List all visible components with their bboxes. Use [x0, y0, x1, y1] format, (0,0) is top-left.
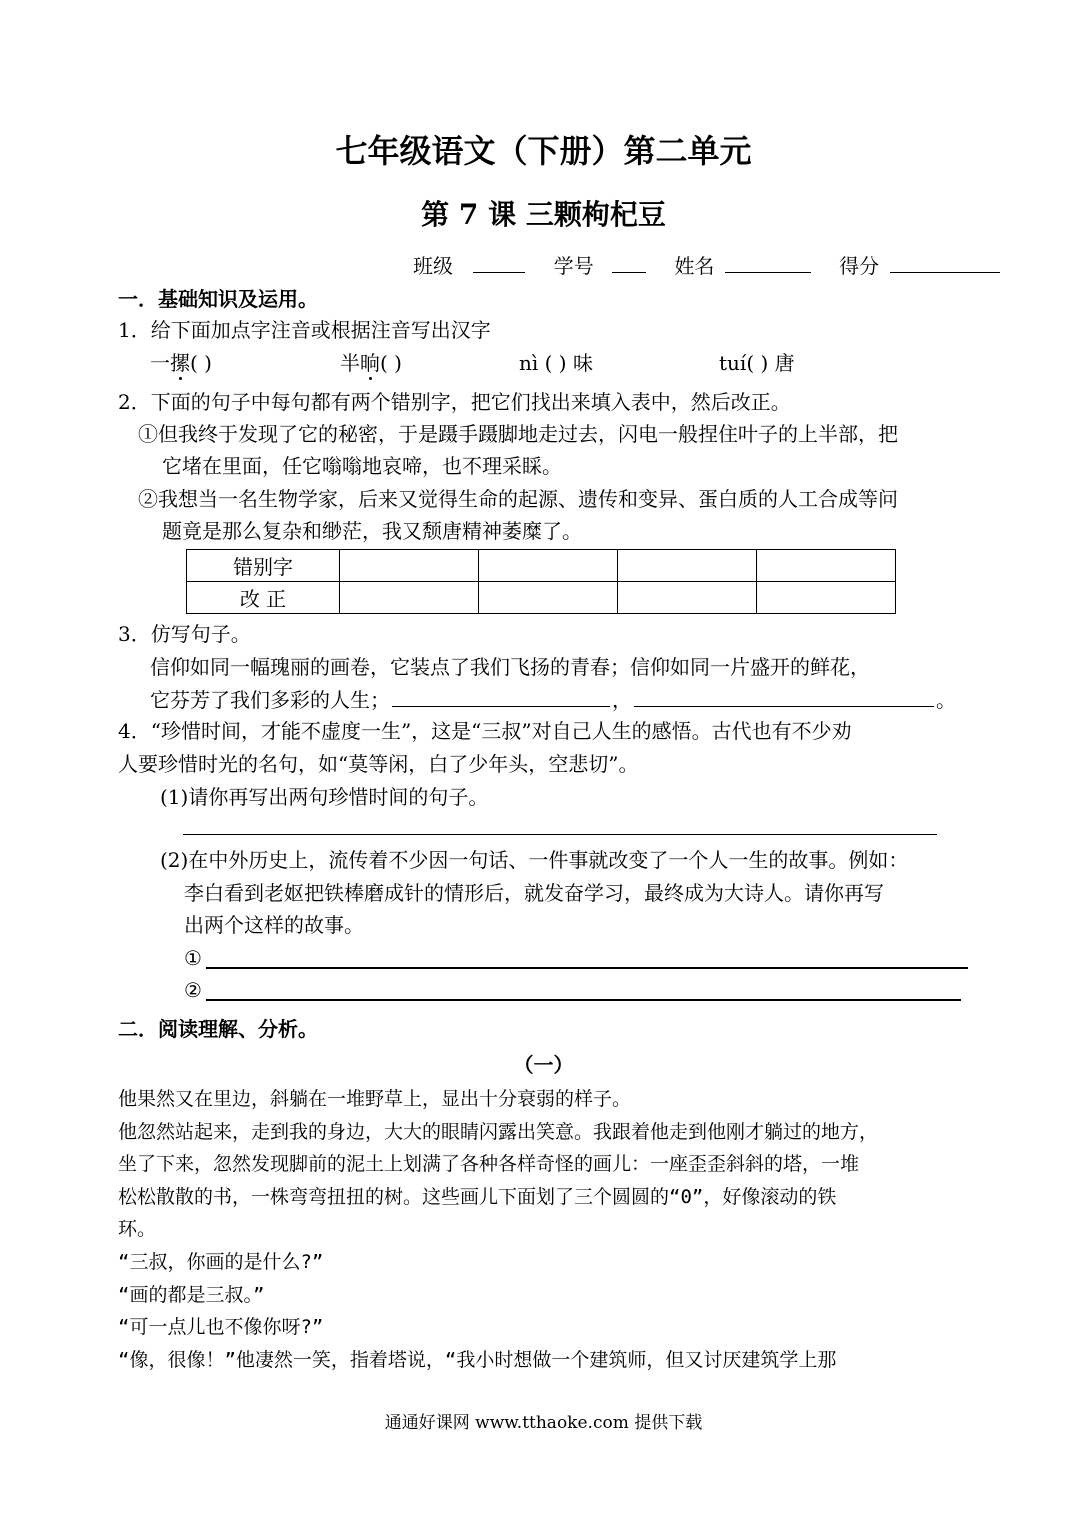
q2-sentence-2-line-1: ②我想当一名生物学家，后来又觉得生命的起源、遗传和变异、蛋白质的人工合成等问	[138, 487, 898, 511]
reading-dialogue-1: “三叔，你画的是什么?”	[118, 1251, 324, 1273]
table-cell[interactable]	[340, 582, 479, 614]
q1-answer-blank-2[interactable]: ( )	[380, 351, 402, 375]
reading-dialogue-4: “像，很像！”他凄然一笑，指着塔说，“我小时想做一个建筑师，但又讨厌建筑学上那	[118, 1349, 837, 1371]
table-cell[interactable]	[618, 582, 757, 614]
q4-sub-1: (1)请你再写出两句珍惜时间的句子。	[160, 785, 489, 809]
reading-dialogue-2: “画的都是三叔。”	[118, 1284, 265, 1306]
section2-heading: 二．阅读理解、分析。	[118, 1017, 318, 1041]
q1-item-4[interactable]: tuí( ) 唐	[719, 351, 795, 375]
answer-mark-2: ②	[184, 978, 202, 1002]
q4-sub-1-answer-line[interactable]	[183, 834, 937, 835]
q2-sentence-1-line-1: ①但我终于发现了它的秘密，于是蹑手蹑脚地走过去，闪电一般捏住叶子的上半部，把	[138, 422, 898, 446]
q1-prompt: 1．给下面加点字注音或根据注音写出汉字	[118, 318, 491, 342]
score-blank[interactable]	[890, 252, 1000, 273]
q2-sentence-1-line-2: 它堵在里面，任它嗡嗡地哀啼，也不理采睬。	[162, 454, 562, 478]
table-cell[interactable]	[479, 550, 618, 582]
number-blank[interactable]	[612, 252, 646, 273]
table-cell[interactable]	[479, 582, 618, 614]
table-cell[interactable]	[757, 582, 896, 614]
answer-mark-1: ①	[184, 946, 202, 970]
score-label: 得分	[839, 254, 880, 278]
table-row-label: 错别字	[187, 550, 340, 582]
table-row	[187, 550, 896, 582]
table-cell[interactable]	[618, 550, 757, 582]
name-label: 姓名	[674, 254, 715, 278]
class-label: 班级	[413, 254, 453, 278]
q3-prompt: 3．仿写句子。	[118, 622, 251, 646]
q3-line-1: 信仰如同一幅瑰丽的画卷，它装点了我们飞扬的青春；信仰如同一片盛开的鲜花，	[150, 655, 870, 679]
q1-item-1: 一摞( )	[150, 351, 212, 375]
q1-answer-blank-1[interactable]: ( )	[190, 351, 212, 375]
section1-heading: 一．基础知识及运用。	[118, 287, 318, 311]
q4-sub-2-line-2: 李白看到老妪把铁棒磨成针的情形后，就发奋学习，最终成为大诗人。请你再写	[184, 881, 884, 905]
q3-blank-1[interactable]	[392, 686, 610, 707]
table-cell[interactable]	[340, 550, 479, 582]
page-footer: 通通好课网 www.tthaoke.com 提供下载	[384, 1413, 703, 1433]
reading-paragraph-1: 他果然又在里边，斜躺在一堆野草上，显出十分衰弱的样子。	[118, 1088, 632, 1110]
q4-line-1: 4．“珍惜时间，才能不虚度一生”，这是“三叔”对自己人生的感悟。古代也有不少劝	[118, 719, 852, 743]
q3-line-2: 它芬芳了我们多彩的人生； ， 。	[150, 688, 956, 712]
dotted-char-2: 晌	[360, 351, 380, 375]
q2-prompt: 2．下面的句子中每句都有两个错别字，把它们找出来填入表中，然后改正。	[118, 390, 791, 414]
name-blank[interactable]	[725, 252, 811, 273]
q1-item-2: 半晌( )	[340, 351, 402, 375]
reading-paragraph-2-line-1: 他忽然站起来，走到我的身边，大大的眼睛闪露出笑意。我跟着他走到他刚才躺过的地方，	[118, 1121, 879, 1143]
table-row	[187, 582, 896, 614]
reading-paragraph-2-line-3: 松松散散的书，一株弯弯扭扭的树。这些画儿下面划了三个圆圆的“0”，好像滚动的铁	[118, 1186, 837, 1208]
typo-correction-table	[186, 549, 896, 614]
q3-blank-2[interactable]	[634, 686, 934, 707]
q2-sentence-2-line-2: 题竟是那么复杂和缈茫，我又颓唐精神萎糜了。	[162, 519, 582, 543]
page-title: 七年级语文（下册）第二单元	[335, 132, 752, 170]
q4-sub-2-line-3: 出两个这样的故事。	[184, 913, 364, 937]
q4-sub-2-line-1: (2)在中外历史上，流传着不少因一句话、一件事就改变了一个人一生的故事。例如：	[160, 848, 909, 872]
reading-paragraph-2-line-2: 坐了下来，忽然发现脚前的泥土上划满了各种各样奇怪的画儿：一座歪歪斜斜的塔，一堆	[118, 1153, 860, 1175]
reading-paragraph-2-line-4: 环。	[118, 1218, 157, 1240]
q1-item-3[interactable]: nì ( ) 味	[519, 351, 593, 375]
class-blank[interactable]	[473, 252, 525, 273]
reading-dialogue-3: “可一点儿也不像你呀?”	[118, 1316, 324, 1338]
table-row-label: 改 正	[187, 582, 340, 614]
number-label: 学号	[553, 254, 594, 278]
dotted-char-1: 摞	[170, 351, 190, 375]
q4-sub-2-answer-line-1[interactable]	[206, 967, 968, 969]
lesson-title: 第 7 课 三颗枸杞豆	[421, 198, 666, 231]
table-cell[interactable]	[757, 550, 896, 582]
q4-line-2: 人要珍惜时光的名句，如“莫等闲，白了少年头，空悲切”。	[118, 752, 639, 776]
q4-sub-2-answer-line-2[interactable]	[206, 999, 961, 1001]
reading-part-label: （一）	[513, 1053, 574, 1077]
student-info-row	[413, 252, 1000, 279]
